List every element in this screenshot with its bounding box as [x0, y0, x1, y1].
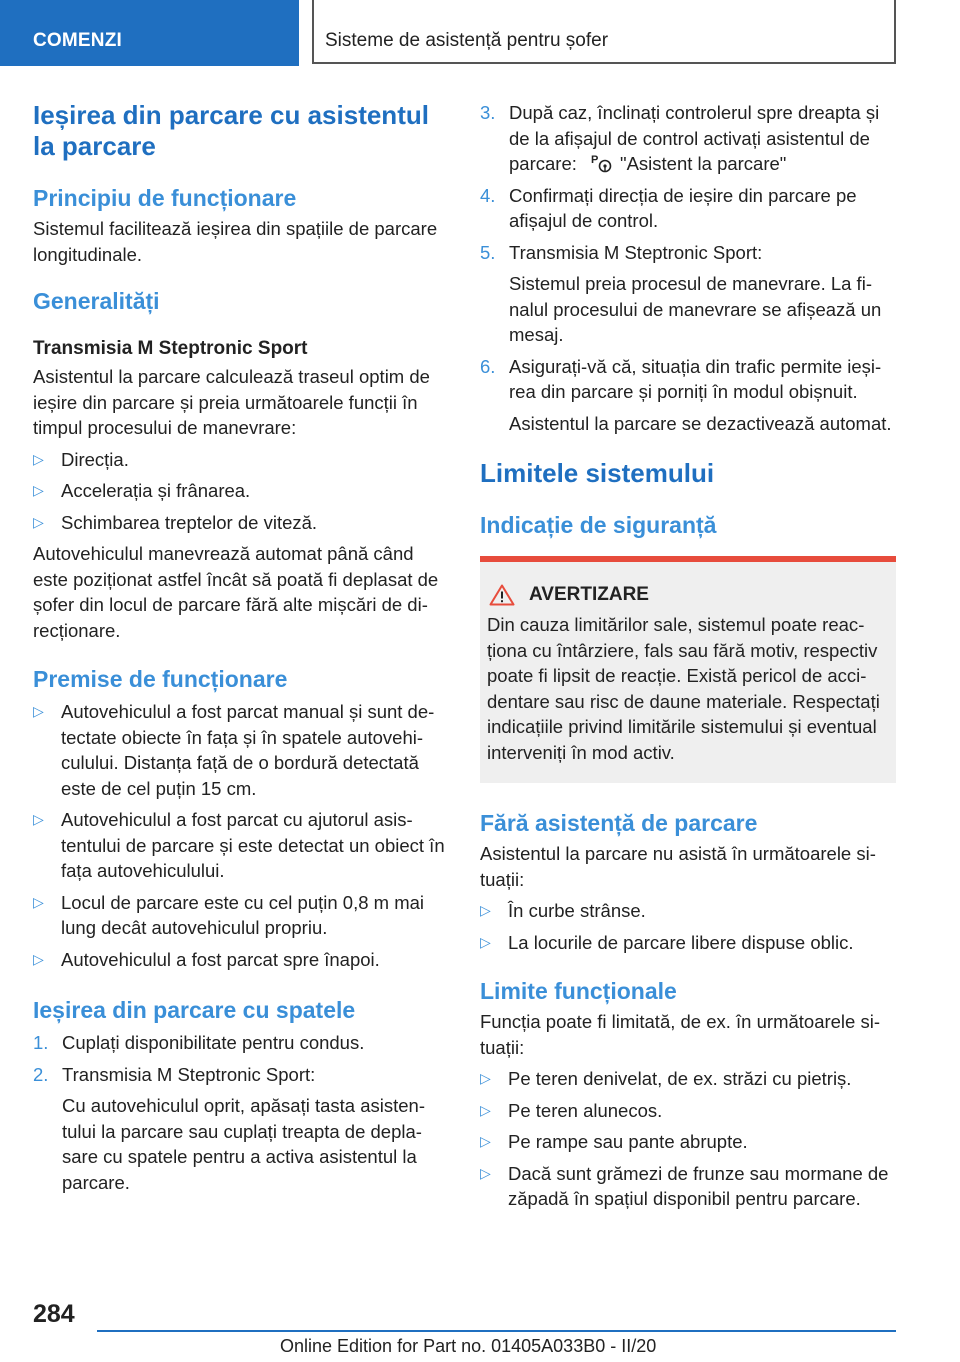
- step-item: 1. Cuplați disponibilitate pentru condus.: [33, 1032, 365, 1053]
- noassist-heading: Fără asistență de parcare: [480, 810, 758, 836]
- transmission-text: Asistentul la parcare calculează traseul optim de ieșire din parcare și preia următoarele funcții în timpul procesului de manevrare:: [33, 366, 430, 438]
- left-column: [33, 100, 448, 1195]
- list-item: ▷ La locurile de parcare libere dispuse oblic.: [480, 930, 896, 956]
- noassist-text: Asistentul la parcare nu asistă în următoarele situații:: [480, 843, 876, 890]
- bullet-icon: ▷: [480, 1070, 491, 1086]
- reverse-steps: [33, 1030, 448, 1195]
- footer-rule: [97, 1330, 896, 1332]
- list-item: ▷ Autovehiculul a fost parcat cu ajutorul asistentului de parcare și este detectat un obiect în fața autovehiculului.: [33, 809, 445, 881]
- warning-triangle-icon: [489, 584, 515, 606]
- funclimits-heading: Limite funcționale: [480, 978, 677, 1004]
- list-item: ▷ Accelerația și frânarea.: [33, 478, 448, 504]
- page-number: 284: [33, 1300, 75, 1328]
- principle-heading: Principiu de funcționare: [33, 185, 297, 211]
- section-title: Sisteme de asistență pentru șofer: [325, 30, 609, 51]
- list-item: ▷ Pe teren denivelat, de ex. străzi cu pietriș.: [480, 1066, 896, 1092]
- limits-heading: Limitele sistemului: [480, 458, 715, 488]
- right-column: [480, 100, 896, 1212]
- prereq-list: [33, 699, 448, 972]
- bullet-icon: ▷: [33, 893, 44, 910]
- bullet-icon: ▷: [480, 1133, 491, 1149]
- main-title: Ieșirea din parcare cu asistentul la parcare: [33, 100, 429, 161]
- bullet-icon: ▷: [33, 703, 44, 719]
- noassist-list: [480, 898, 896, 955]
- reverse-heading: Ieșirea din parcare cu spatele: [33, 997, 356, 1023]
- list-item: ▷ Autovehiculul a fost parcat manual și sunt detectate obiecte în fața și în spatele autovehiculului. Distanța față de o bordură detectată este de cel puțin 15 cm.: [33, 701, 435, 799]
- step-sub-text: Asistentul la parcare se dezactivează automat.: [509, 412, 892, 434]
- list-item: ▷ Autovehiculul a fost parcat spre înapoi.: [33, 947, 448, 973]
- bullet-icon: ▷: [33, 482, 44, 498]
- bullet-icon: ▷: [33, 450, 44, 467]
- bullet-icon: ▷: [33, 811, 44, 827]
- list-item: ▷ Direcția.: [33, 447, 448, 473]
- list-item: ▷ Locul de parcare este cu cel puțin 0,8 m mai lung decât autovehiculul propriu.: [33, 891, 424, 938]
- svg-text:P: P: [591, 154, 599, 166]
- edition-text: Online Edition for Part no. 01405A033B0 - II/20: [280, 1336, 657, 1356]
- step-sub-text: Cu autovehiculul oprit, apăsați tasta asistentului la parcare sau cuplați treapta de deplasare cu spatele pentru a activa asistentul la parcare.: [62, 1095, 426, 1193]
- list-item: ▷ În curbe strânse.: [480, 898, 896, 924]
- bullet-icon: ▷: [480, 1101, 491, 1118]
- step-item: 6. Asigurați-vă că, situația din trafic permite ieșirea din parcare și porniți în modul obișnuit. Asistentul la parcare se dezactivează automat.: [480, 354, 896, 437]
- step-sub-text: Sistemul preia procesul de manevrare. La finalul procesului de manevrare se afișează un mesaj.: [509, 273, 882, 345]
- warning-title: [487, 582, 896, 608]
- bullet-icon: ▷: [480, 933, 491, 950]
- chapter-tab-label: COMENZI: [33, 30, 123, 51]
- general-heading: Generalități: [33, 288, 160, 314]
- bullet-icon: ▷: [480, 902, 491, 918]
- funclimits-list: [480, 1066, 896, 1212]
- step-item: 3. După caz, înclinați controlerul spre dreapta și de la afișajul de control activați asistentul de parcare: P "Asistent la parcare": [480, 102, 880, 174]
- bullet-icon: ▷: [480, 1164, 491, 1181]
- step-item: 2. Transmisia M Steptronic Sport: Cu autovehiculul oprit, apăsați tasta asistentului la parcare sau cuplați treapta de deplasare cu spatele pentru a activa asistentul la parcare.: [33, 1062, 448, 1196]
- warning-label: AVERTIZARE: [529, 584, 649, 605]
- bullet-icon: ▷: [33, 513, 44, 530]
- list-item: ▷ Pe teren alunecos.: [480, 1098, 896, 1124]
- funclimits-text: Funcția poate fi limitată, de ex. în următoarele situații:: [480, 1011, 881, 1058]
- chapter-tab: [0, 0, 299, 66]
- list-item: ▷ Pe rampe sau pante abrupte.: [480, 1129, 896, 1155]
- prereq-heading: Premise de funcționare: [33, 666, 288, 692]
- list-item: ▷ Schimbarea treptelor de viteză.: [33, 510, 448, 536]
- principle-text: Sistemul facilitează ieșirea din spațiile de parcare longitudinale.: [33, 218, 438, 265]
- transmission-heading: Transmisia M Steptronic Sport: [33, 338, 308, 359]
- parking-assist-icon: [590, 153, 614, 173]
- functions-list: [33, 447, 448, 536]
- page-header: [0, 0, 960, 66]
- step-item: 5. Transmisia M Steptronic Sport: Sistemul preia procesul de manevrare. La finalul procesului de manevrare se afișează un mesaj.: [480, 240, 896, 348]
- safety-heading: Indicație de siguranță: [480, 512, 717, 538]
- step-item: 4. Confirmați direcția de ieșire din parcare pe afișajul de control.: [480, 184, 857, 231]
- after-functions-text: Autovehiculul manevrează automat până când este poziționat astfel încât să poată fi deplasat de șofer din locul de parcare fără alte mișcări de direcționare.: [33, 543, 439, 641]
- warning-box: [480, 556, 896, 783]
- continued-steps: [480, 100, 896, 436]
- warning-text: Din cauza limitărilor sale, sistemul poate reacționa cu întârziere, fals sau fără motiv, respectiv poate fi lipsit de reacție. Există pericol de accidentare sau risc de daune materiale. Respectați indicațiile privind limitările sistemului și eventual interveniți în mod activ.: [487, 614, 880, 763]
- bullet-icon: ▷: [33, 950, 44, 967]
- list-item: ▷ Dacă sunt grămezi de frunze sau mormane de zăpadă în spațiul disponibil pentru parcare.: [480, 1162, 889, 1209]
